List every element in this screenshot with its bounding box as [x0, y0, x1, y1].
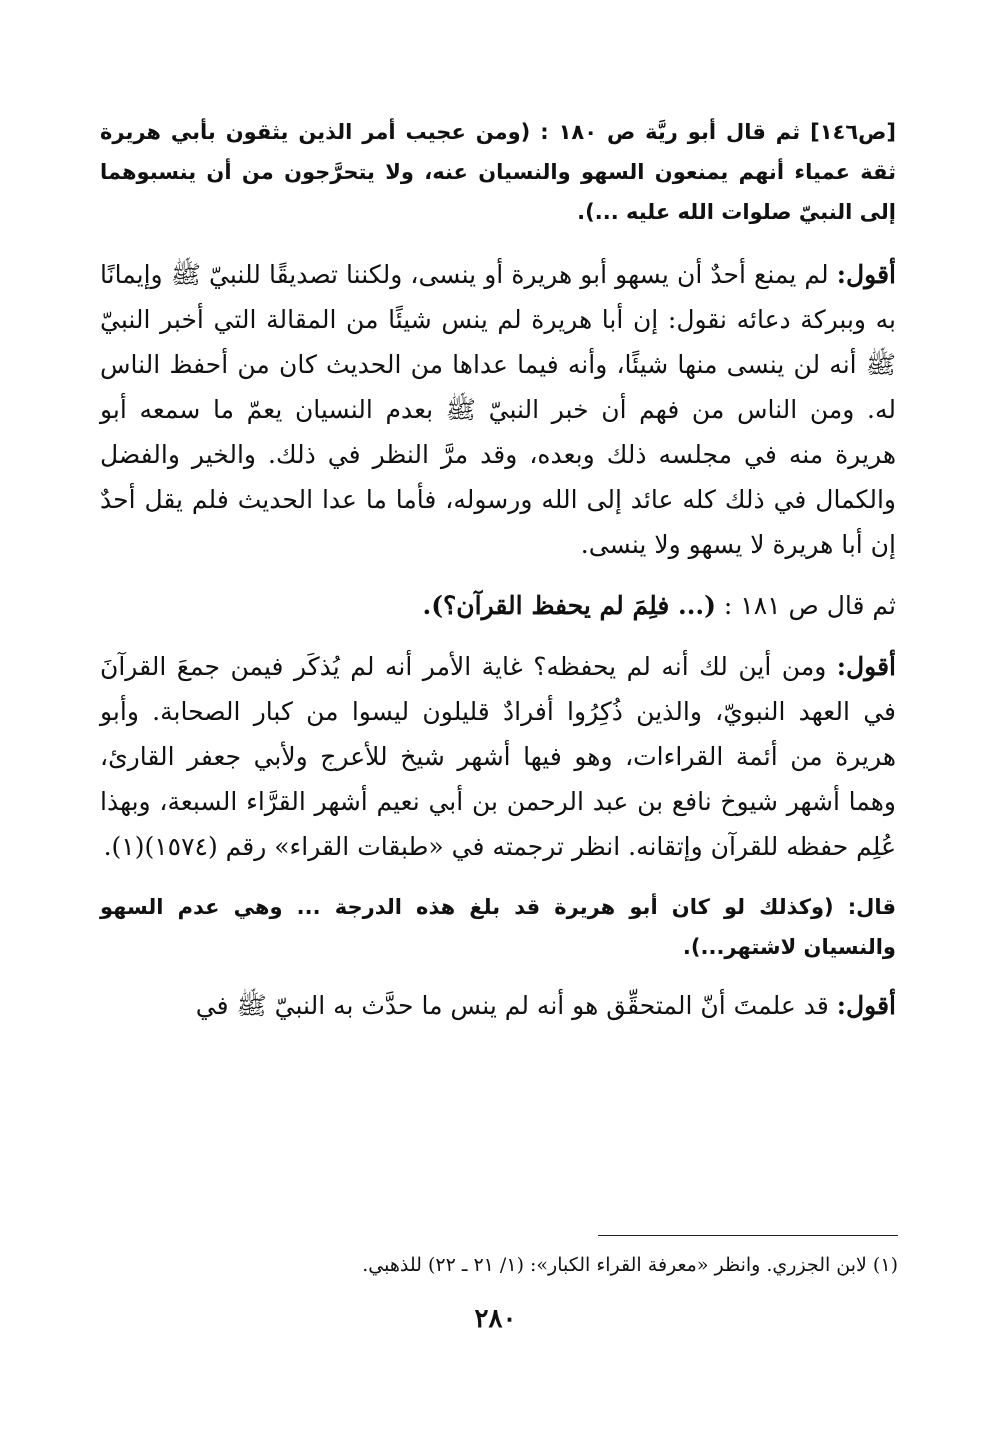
quote-block: قال: (وكذلك لو كان أبو هريرة قد بلغ هذه الدرجة ... وهي عدم السهو والنسيان لاشتهر...).: [100, 895, 896, 959]
quote-intro: ثم قال ص ١٨١ :: [715, 591, 896, 620]
paragraph-text: قد علمتَ أنّ المتحقِّق هو أنه لم ينس ما حدَّث به النبيّ ﷺ في: [195, 991, 837, 1020]
page-number: ٢٨٠: [474, 1304, 517, 1334]
response-paragraph: [100, 252, 896, 567]
footnote: (١) لابن الجزري. وانظر «معرفة القراء الكبار»: (١/ ٢١ ـ ٢٢) للذهبي.: [362, 1254, 898, 1276]
quote-paragraph: [100, 583, 896, 628]
response-label: أقول:: [836, 652, 896, 681]
quote-block: [ص١٤٦] ثم قال أبو ريَّة ص ١٨٠ : (ومن عجيب أمر الذين يثقون بأبي هريرة ثقة عمياء أنهم يمنعون السهو والنسيان عنه، ولا يتحرَّجون من أن ينسبوهما إلى النبيّ صلوات الله عليه ...).: [100, 120, 896, 224]
response-label: أقول:: [836, 260, 896, 289]
response-paragraph: [100, 983, 896, 1028]
paragraph-text: ومن أين لك أنه لم يحفظه؟ غاية الأمر أنه لم يُذكَر فيمن جمعَ القرآنَ في العهد النبويّ، والذين ذُكِرُوا أفرادٌ قليلون ليسوا من كبار الصحابة. وأبو هريرة من أئمة القراءات، وهو فيها أشهر شيخ للأعرج ولأبي جعفر القارئ، وهما أشهر شيوخ نافع بن عبد الرحمن بن أبي نعيم أشهر القرَّاء السبعة، وبهذا عُلِم حفظه للقرآن وإتقانه. انظر ترجمته في «طبقات القراء» رقم (١٥٧٤)(١).: [100, 652, 896, 861]
quote-text: (... فلِمَ لم يحفظ القرآن؟).: [422, 591, 716, 620]
response-paragraph: [100, 644, 896, 869]
page-body: [100, 112, 896, 1028]
footnote-divider: [598, 1235, 898, 1236]
paragraph-text: لم يمنع أحدٌ أن يسهو أبو هريرة أو ينسى، ولكننا تصديقًا للنبيّ ﷺ وإيمانًا به وببركة دعائه نقول: إن أبا هريرة لم ينس شيئًا من المقالة التي أخبر النبيّ ﷺ أنه لن ينسى منها شيئًا، وأنه فيما عداها من الحديث كان من أحفظ الناس له. ومن الناس من فهم أن خبر النبيّ ﷺ بعدم النسيان يعمّ ما سمعه أبو هريرة منه في مجلسه ذلك وبعده، وقد مرَّ النظر في ذلك. والخير والفضل والكمال في ذلك كله عائد إلى الله ورسوله، فأما ما عدا الحديث فلم يقل أحدٌ إن أبا هريرة لا يسهو ولا ينسى.: [100, 260, 896, 559]
response-label: أقول:: [836, 991, 896, 1020]
